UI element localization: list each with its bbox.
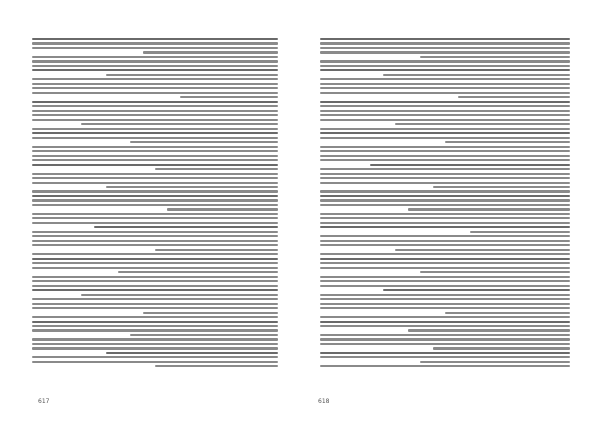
- text-line: [32, 235, 278, 237]
- text-line: [32, 338, 278, 340]
- text-line: [320, 262, 570, 264]
- text-line: [32, 316, 278, 318]
- text-line: [143, 312, 278, 314]
- text-line: [32, 173, 278, 175]
- text-line: [320, 338, 570, 340]
- text-line: [32, 105, 278, 107]
- text-line: [320, 244, 570, 246]
- text-line: [32, 267, 278, 269]
- text-line: [320, 316, 570, 318]
- text-line: [106, 74, 278, 76]
- text-line: [32, 276, 278, 278]
- text-line: [180, 96, 278, 98]
- text-line: [320, 356, 570, 358]
- text-line: [445, 141, 570, 143]
- text-line: [32, 114, 278, 116]
- text-line: [320, 78, 570, 80]
- text-line: [370, 164, 570, 166]
- text-line: [320, 101, 570, 103]
- text-line: [320, 114, 570, 116]
- text-line: [130, 334, 278, 336]
- text-line: [32, 190, 278, 192]
- text-line: [320, 92, 570, 94]
- text-line: [320, 267, 570, 269]
- text-line: [320, 199, 570, 201]
- text-line: [320, 47, 570, 49]
- text-line: [445, 312, 570, 314]
- text-line: [32, 213, 278, 215]
- text-line: [32, 347, 278, 349]
- text-line: [320, 226, 570, 228]
- text-line: [155, 365, 278, 367]
- text-line: [32, 258, 278, 260]
- left-page-number: 617: [38, 398, 50, 405]
- text-line: [32, 47, 278, 49]
- text-line: [320, 325, 570, 327]
- text-line: [32, 150, 278, 152]
- text-line: [320, 190, 570, 192]
- text-line: [32, 56, 278, 58]
- text-line: [420, 271, 570, 273]
- text-line: [433, 186, 571, 188]
- text-line: [32, 298, 278, 300]
- text-line: [408, 208, 571, 210]
- text-line: [32, 65, 278, 67]
- text-line: [320, 253, 570, 255]
- text-line: [32, 285, 278, 287]
- text-line: [320, 69, 570, 71]
- text-line: [320, 352, 570, 354]
- text-line: [106, 352, 278, 354]
- text-line: [118, 271, 278, 273]
- text-line: [420, 361, 570, 363]
- text-line: [320, 65, 570, 67]
- text-line: [32, 253, 278, 255]
- text-line: [32, 217, 278, 219]
- text-line: [320, 213, 570, 215]
- right-text-column: [320, 38, 570, 384]
- text-line: [32, 321, 278, 323]
- text-line: [32, 146, 278, 148]
- text-line: [320, 240, 570, 242]
- text-line: [32, 199, 278, 201]
- text-line: [32, 60, 278, 62]
- text-line: [320, 307, 570, 309]
- text-line: [167, 208, 278, 210]
- text-line: [320, 182, 570, 184]
- text-line: [320, 258, 570, 260]
- text-line: [320, 195, 570, 197]
- text-line: [32, 204, 278, 206]
- text-line: [320, 204, 570, 206]
- text-line: [32, 182, 278, 184]
- text-line: [320, 276, 570, 278]
- text-line: [320, 343, 570, 345]
- text-line: [320, 87, 570, 89]
- text-line: [32, 356, 278, 358]
- text-line: [155, 249, 278, 251]
- text-line: [395, 123, 570, 125]
- text-line: [32, 87, 278, 89]
- text-line: [458, 96, 571, 98]
- text-line: [320, 168, 570, 170]
- text-line: [320, 42, 570, 44]
- text-line: [320, 365, 570, 367]
- text-line: [94, 226, 279, 228]
- text-line: [143, 51, 278, 53]
- text-line: [320, 222, 570, 224]
- text-line: [32, 92, 278, 94]
- text-line: [470, 231, 570, 233]
- text-line: [32, 128, 278, 130]
- text-line: [32, 244, 278, 246]
- text-line: [32, 231, 278, 233]
- text-line: [320, 177, 570, 179]
- text-line: [420, 56, 570, 58]
- text-line: [32, 361, 278, 363]
- text-line: [320, 132, 570, 134]
- text-line: [32, 307, 278, 309]
- text-line: [320, 105, 570, 107]
- text-line: [32, 119, 278, 121]
- right-page: [300, 0, 600, 424]
- text-line: [32, 78, 278, 80]
- text-line: [320, 173, 570, 175]
- text-line: [32, 101, 278, 103]
- text-line: [320, 280, 570, 282]
- text-line: [32, 137, 278, 139]
- text-line: [320, 146, 570, 148]
- text-line: [395, 249, 570, 251]
- text-line: [320, 128, 570, 130]
- text-line: [32, 69, 278, 71]
- text-line: [320, 60, 570, 62]
- text-line: [32, 159, 278, 161]
- text-line: [320, 83, 570, 85]
- text-line: [32, 325, 278, 327]
- text-line: [32, 240, 278, 242]
- text-line: [320, 155, 570, 157]
- text-line: [32, 177, 278, 179]
- text-line: [32, 222, 278, 224]
- text-line: [320, 334, 570, 336]
- right-page-number: 618: [318, 398, 330, 405]
- text-line: [155, 168, 278, 170]
- text-line: [106, 186, 278, 188]
- text-line: [320, 51, 570, 53]
- text-line: [32, 289, 278, 291]
- text-line: [320, 298, 570, 300]
- text-line: [32, 132, 278, 134]
- text-line: [320, 235, 570, 237]
- text-line: [320, 110, 570, 112]
- left-text-column: [32, 38, 278, 384]
- text-line: [32, 262, 278, 264]
- text-line: [130, 141, 278, 143]
- text-line: [408, 329, 571, 331]
- text-line: [320, 159, 570, 161]
- text-line: [32, 38, 278, 40]
- text-line: [320, 119, 570, 121]
- text-line: [433, 347, 571, 349]
- text-line: [320, 137, 570, 139]
- text-line: [320, 217, 570, 219]
- text-line: [32, 329, 278, 331]
- text-line: [32, 110, 278, 112]
- text-line: [32, 303, 278, 305]
- text-line: [320, 38, 570, 40]
- text-line: [320, 294, 570, 296]
- text-line: [32, 155, 278, 157]
- text-line: [32, 164, 278, 166]
- text-line: [81, 294, 278, 296]
- text-line: [320, 285, 570, 287]
- text-line: [383, 74, 571, 76]
- text-line: [32, 195, 278, 197]
- text-line: [320, 303, 570, 305]
- text-line: [32, 42, 278, 44]
- text-line: [32, 343, 278, 345]
- text-line: [383, 289, 571, 291]
- text-line: [320, 321, 570, 323]
- text-line: [320, 150, 570, 152]
- text-line: [32, 280, 278, 282]
- text-line: [81, 123, 278, 125]
- text-line: [32, 83, 278, 85]
